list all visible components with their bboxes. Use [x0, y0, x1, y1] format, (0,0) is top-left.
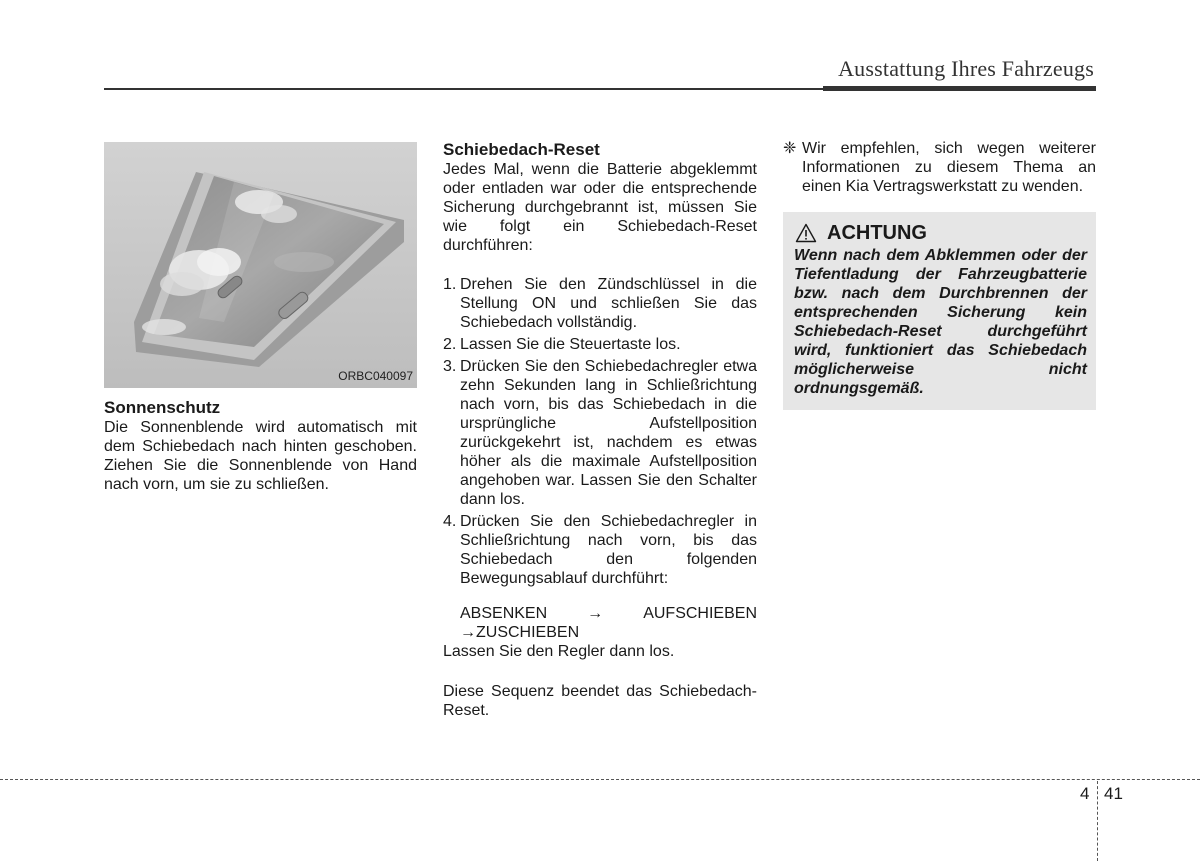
step-number: 1. — [443, 276, 457, 293]
warning-text: Wenn nach dem Abklemmen oder der Tiefentladung der Fahrzeugbatterie bzw. nach dem Durchbrennen der entsprechenden Sicherung kein Schiebedach-Reset durchgeführt wird, funktioniert das Schiebedach möglicherweise nicht ordnungsgemäß. — [794, 247, 1087, 397]
step-text: Drücken Sie den Schiebedachregler in Schließrichtung nach vorn, bis das Schiebedach den folgenden Bewegungsablauf durchführt: — [460, 513, 757, 587]
step-text: Drücken Sie den Schiebedachregler etwa zehn Sekunden lang in Schließrichtung nach vorn, bis das Schiebedach in die ursprüngliche Aufstellposition zurückgekehrt ist, nachdem es etwas höher als die maximale Aufstellposition angehoben war. Lassen Sie den Schalter dann los. — [460, 358, 757, 508]
image-code: ORBC040097 — [338, 369, 413, 383]
page-number: 41 — [1104, 784, 1123, 803]
reset-closing: Diese Sequenz beendet das Schiebedach-Reset. — [443, 683, 757, 719]
footer-rule — [0, 779, 1200, 780]
list-item — [443, 275, 757, 332]
note-text: Wir empfehlen, sich wegen weiterer Informationen zu diesem Thema an einen Kia Vertragswerkstatt zu wenden. — [802, 140, 1096, 195]
middle-column — [443, 140, 757, 720]
release-instruction: Lassen Sie den Regler dann los. — [443, 643, 675, 660]
note-symbol-icon: ❈ — [783, 140, 797, 157]
sunroof-illustration — [104, 142, 417, 388]
chapter-number: 4 — [1080, 784, 1090, 803]
sequence-step-aufschieben: AUFSCHIEBEN — [643, 605, 757, 622]
step-text: Drehen Sie den Zündschlüssel in die Stellung ON und schließen Sie das Schiebedach vollständig. — [460, 276, 757, 331]
list-item — [443, 335, 757, 354]
reset-intro: Jedes Mal, wenn die Batterie abgeklemmt oder entladen war oder die entsprechende Sicherung durchgebrannt ist, müssen Sie wie folgt ein Schiebedach-Reset durchführen: — [443, 161, 757, 254]
step-text: Lassen Sie die Steuertaste los. — [460, 336, 681, 353]
warning-triangle-icon — [795, 223, 817, 243]
list-item — [443, 357, 757, 509]
warning-box — [783, 212, 1096, 410]
list-item — [443, 512, 757, 588]
warning-heading — [794, 221, 1087, 245]
arrow-right-icon: → — [587, 605, 604, 622]
right-column — [783, 139, 1096, 410]
header-rule-accent — [823, 86, 1096, 91]
sequence-step-zuschieben: →ZUSCHIEBEN — [460, 624, 580, 641]
sunroof-photo — [104, 142, 417, 388]
sequence-step-absenken: ABSENKEN — [460, 605, 548, 622]
step-number: 2. — [443, 336, 457, 353]
info-note — [783, 139, 1096, 196]
running-header-title: Ausstattung Ihres Fahrzeugs — [838, 56, 1094, 81]
warning-title: ACHTUNG — [827, 222, 927, 244]
movement-sequence — [460, 604, 757, 623]
reset-steps — [443, 275, 757, 588]
sonnenschutz-paragraph: Die Sonnenblende wird automatisch mit dem Schiebedach nach hinten geschoben. Ziehen Sie die Sonnenblende von Hand nach vorn, um sie zu schließen. — [104, 419, 417, 493]
section-heading-reset: Schiebedach-Reset — [443, 140, 600, 159]
footer-divider — [1097, 781, 1098, 861]
left-column — [104, 142, 417, 494]
step-number: 4. — [443, 513, 457, 530]
step-number: 3. — [443, 358, 457, 375]
section-heading-sonnenschutz: Sonnenschutz — [104, 398, 221, 417]
